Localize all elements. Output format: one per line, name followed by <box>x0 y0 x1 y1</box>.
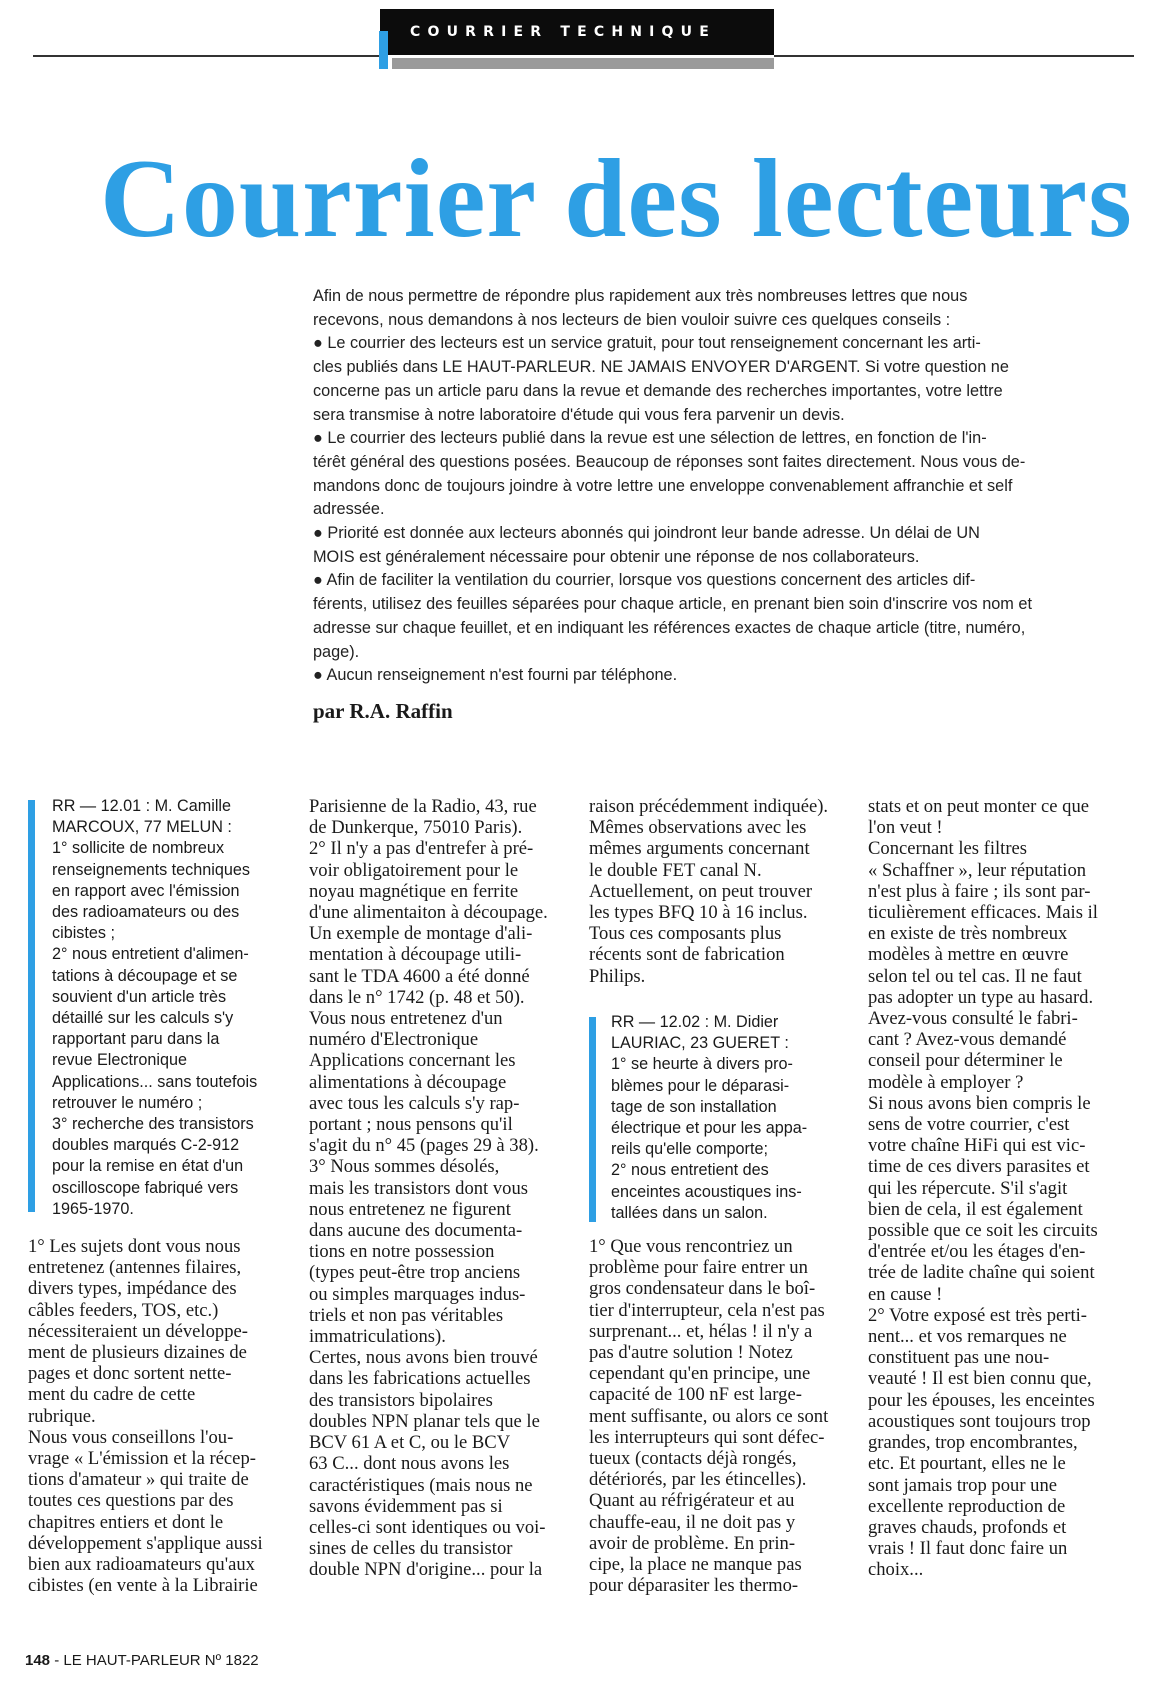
intro-text: Afin de nous permettre de répondre plus rapidement aux très nombreuses lettres que nous recevons, nous demandons à nos lecteurs de bien vouloir suivre ces quelques conseils : ● Le courrier des lecteurs est un service gratuit, pour tout renseignement concernant les arti- cles publiés dans LE HAUT-PARLEUR. NE JAMAIS ENVOYER D'ARGENT. Si votre question ne concerne pas un article paru dans la revue et demande des recherches importantes, votre lettre sera transmise à notre laboratoire d'étude qui vous fera parvenir un devis. ● Le courrier des lecteurs publié dans la revue est une sélection de lettres, en fonction de l'in- térêt général des questions posées. Beaucoup de réponses sont faites directement. Nous vous de- mandons donc de toujours joindre à votre lettre une enveloppe convenablement affranchie et self adressée. ● Priorité est donnée aux lecteurs abonnés qui joindront leur bande adresse. Un délai de UN MOIS est généralement nécessaire pour obtenir une réponse de nos collaborateurs. ● Afin de faciliter la ventilation du courrier, lorsque vos questions concernent des articles dif- férents, utilisez des feuilles séparées pour chaque article, en prenant bien soin d'inscrire vos nom et adresse sur chaque feuillet, et en indiquant les références exactes de chaque article (titre, numéro, page). ● Aucun renseignement n'est fourni par téléphone. <box>313 287 1032 685</box>
answer-column-2: Parisienne de la Radio, 43, rue de Dunkerque, 75010 Paris). 2° Il n'y a pas d'entrefer à pré- voir obligatoirement pour le noyau magnétique en ferrite d'une alimentaiton à découpage. Un exemple de montage d'ali- mentation à découpage utili- sant le TDA 4600 a été donné dans le n° 1742 (p. 48 et 50). Vous nous entretenez d'un numéro d'Electronique Applications concernant les alimentations à découpage avec tous les calculs s'y rap- portant ; nous pensons qu'il s'agit du n° 45 (pages 29 à 38). 3° Nous sommes désolés, mais les transistors dont vous nous entretenez ne figurent dans aucune des documenta- tions en notre possession (types peut-être trop anciens ou simples marquages indus- triels et non pas véritables immatriculations). Certes, nous avons bien trouvé dans les fabrications actuelles des transistors bipolaires doubles NPN planar tels que le BCV 61 A et C, ou le BCV 63 C... dont nous avons les caractéristiques (mais nous ne savons évidemment pas si celles-ci sont identiques ou voi- sines de celles du transistor double NPN d'origine... pour la <box>309 796 548 1581</box>
question-accent-bar <box>589 1017 596 1222</box>
reader-question: RR — 12.02 : M. Didier LAURIAC, 23 GUERET : 1° se heurte à divers pro- blèmes pour le déparasi- tage de son installation électrique et pour les appa- reils qu'elle comporte; 2° nous entretient des enceintes acoustiques ins- tallées dans un salon. <box>611 1013 808 1222</box>
page-title: Courrier des lecteurs <box>100 137 1133 261</box>
header-rule-left <box>33 55 380 57</box>
answer-column-3: raison précédemment indiquée). Mêmes observations avec les mêmes arguments concernant le double FET canal N. Actuellement, on peut trouver les types BFQ 10 à 16 inclus. Tous ces composants plus récents sont de fabrication Philips. <box>589 796 829 987</box>
question-accent-bar <box>28 800 35 1212</box>
answer-column-3b: 1° Que vous rencontriez un problème pour faire entrer un gros condensateur dans le boî- tier d'interrupteur, cela n'est pas surprenant... et, hélas ! il n'y a pas d'autre solution ! Notez cependant qu'en principe, une capacité de 100 nF est large- ment suffisante, ou alors ce sont les interrupteurs qui sont défec- tueux (contacts déjà rongés, détériorés, par les étincelles). Quant au réfrigérateur et au chauffe-eau, il ne doit pas y avoir de problème. En prin- cipe, la place ne manque pas pour déparasiter les thermo- <box>589 1236 829 1597</box>
answer-column-1: 1° Les sujets dont vous nous entretenez (antennes filaires, divers types, impédance des câbles feeders, TOS, etc.) nécessiteraient un développe- ment de plusieurs dizaines de pages et donc sortent nette- ment du cadre de cette rubrique. Nous vous conseillons l'ou- vrage « L'émission et la récep- tions d'amateur » qui traite de toutes ces questions par des chapitres entiers et dont le développement s'applique aussi bien aux radioamateurs qu'aux cibistes (en vente à la Librairie <box>28 1236 263 1597</box>
page-footer <box>25 1652 259 1669</box>
header-rule-right <box>774 55 1134 57</box>
section-header-accent <box>379 31 388 69</box>
section-label: COURRIER TECHNIQUE <box>410 24 716 40</box>
section-header-shadow <box>392 58 774 69</box>
byline: par R.A. Raffin <box>313 699 453 723</box>
answer-column-4: stats et on peut monter ce que l'on veut ! Concernant les filtres « Schaffner », leur réputation n'est plus à faire ; ils sont par- ticulièrement efficaces. Mais il en existe de très nombreux modèles à mettre en œuvre selon tel ou tel cas. Il ne faut pas adopter un type au hasard. Avez-vous consulté le fabri- cant ? Avez-vous demandé conseil pour déterminer le modèle à employer ? Si nous avons bien compris le sens de votre courrier, c'est votre chaîne HiFi qui est vic- time de ces divers parasites et qui les répercute. S'il s'agit bien de cela, il est également possible que ce soit les circuits d'entrée et/ou les étages d'en- trée de ladite chaîne qui soient en cause ! 2° Votre exposé est très perti- nent... et vos remarques ne constituent pas une nou- veauté ! Il est bien connu que, pour les épouses, les enceintes acoustiques sont toujours trop grandes, trop encombrantes, etc. Et pourtant, elles ne le sont jamais trop pour une excellente reproduction de graves chauds, profonds et vrais ! Il faut donc faire un choix... <box>868 796 1098 1581</box>
reader-question: RR — 12.01 : M. Camille MARCOUX, 77 MELUN : 1° sollicite de nombreux renseignements techniques en rapport avec l'émission des radioamateurs ou des cibistes ; 2° nous entretient d'alimen- tations à découpage et se souvient d'un article très détaillé sur les calculs s'y rapportant paru dans la revue Electronique Applications... sans toutefois retrouver le numéro ; 3° recherche des transistors doubles marqués C-2-912 pour la remise en état d'un oscilloscope fabriqué vers 1965-1970. <box>52 797 258 1218</box>
page-number: 148 <box>25 1652 51 1669</box>
publication-name: - LE HAUT-PARLEUR Nº 1822 <box>50 1652 259 1669</box>
